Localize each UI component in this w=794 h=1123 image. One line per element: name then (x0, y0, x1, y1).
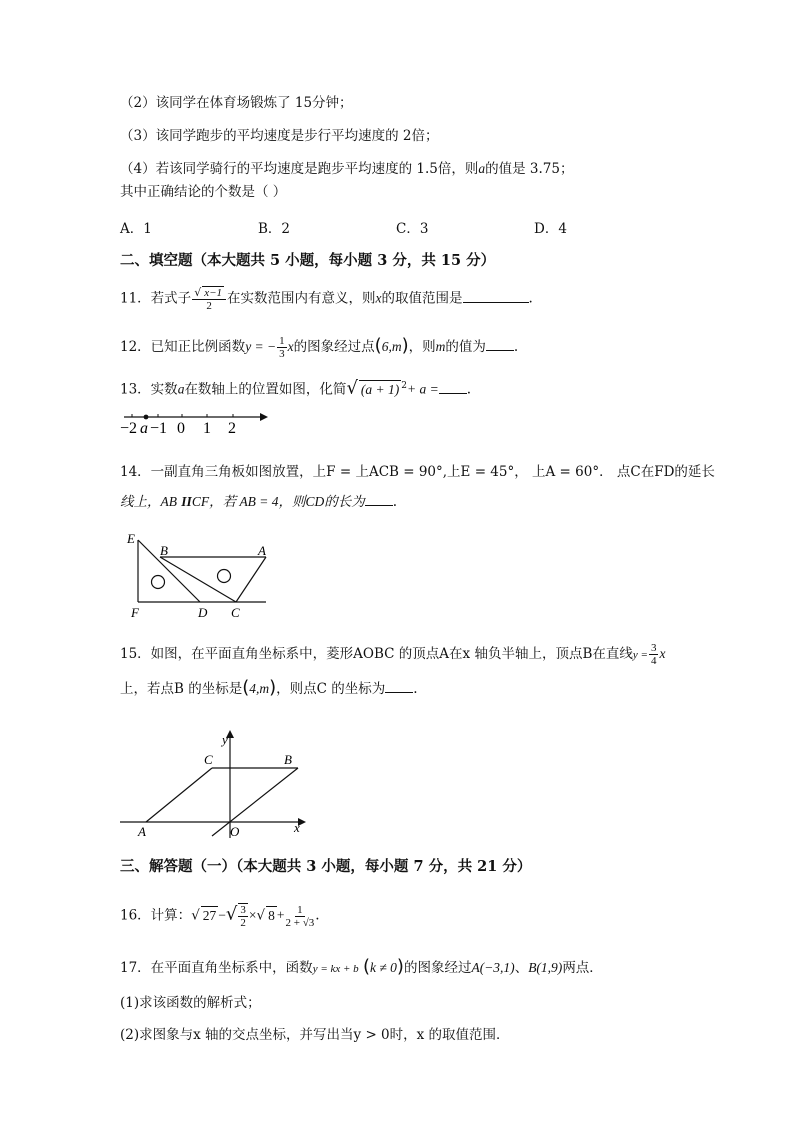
section-2-heading: 二、填空题（本大题共 5 小题，每小题 3 分，共 15 分） (120, 252, 496, 269)
line-ac (236, 557, 266, 602)
circle-hole-2 (218, 570, 231, 583)
number-line-figure (118, 407, 278, 439)
q16: 16．计算：√ 27 −√ $\frac{3}{2}$ ×√ 8 + $\frac{1}{2 + √3}$ . (120, 903, 320, 929)
q10-statement-2: （2）该同学在体育场锻炼了 15分钟； (120, 95, 353, 111)
q14-line-2: 线上，AB IICF，若 AB = 4，则CD的长为 . (120, 494, 398, 510)
label-y: y (222, 732, 228, 747)
label-1: 1 (203, 420, 211, 437)
q15-line-1: 15．如图，在平面直角坐标系中，菱形AOBC 的顶点A在x 轴负半轴上，顶点B在直线y = $\frac{3}{4}$ x (120, 642, 666, 667)
q12: 12．已知正比例函数y = − $\frac{1}{3}$ x的图象经过点(6,m)，则m的值为 . (120, 335, 519, 360)
q11: 11．若式子 $\frac{√ x-1}{2}$ 在实数范围内有意义，则x的取值范围是 . (120, 286, 533, 312)
circle-hole-1 (152, 576, 165, 589)
line-bc (160, 557, 236, 602)
label-x: x (294, 820, 300, 835)
q15-line-2: 上，若点B 的坐标是(4,m)，则点C 的坐标为 . (120, 677, 418, 698)
q17-part-2: (2)求图象与x 轴的交点坐标，并写出当y > 0时，x 的取值范围． (120, 1027, 510, 1043)
label-minus-2: −2 (120, 420, 138, 437)
q13: 13．实数a在数轴上的位置如图，化简√ (a + 1) $^2$+ a = . (120, 377, 472, 399)
q17-line-1: 17．在平面直角坐标系中，函数y = kx + b (k ≠ 0)的图象经过A(−3,1)、B(1,9)两点． (120, 956, 603, 977)
label-d: D (198, 605, 208, 620)
q10-option-c: C．3 (396, 221, 429, 237)
side-ac (146, 768, 212, 822)
q10-statement-4: （4）若该同学骑行的平均速度是跑步平均速度的 1.5倍，则a的值是 3.75； (120, 161, 574, 177)
label-o: O (230, 824, 240, 839)
line-ob (212, 768, 298, 836)
q17-part-1: (1)求该函数的解析式； (120, 995, 261, 1011)
label-c: C (204, 752, 213, 767)
label-2: 2 (228, 420, 236, 437)
line-ed (138, 540, 200, 602)
label-a: a (140, 420, 148, 437)
number-line-arrow (260, 413, 268, 421)
label-a: A (258, 543, 266, 558)
q10-option-b: B．2 (258, 221, 291, 237)
point-a (144, 415, 149, 420)
triangle-set-figure (124, 530, 276, 622)
section-3-heading: 三、解答题（一）（本大题共 3 小题，每小题 7 分，共 21 分） (120, 858, 532, 875)
q10-option-a: A．1 (120, 221, 152, 237)
label-e: E (127, 531, 135, 546)
label-b: B (284, 752, 292, 767)
label-minus-1: −1 (150, 420, 168, 437)
q10-option-d: D．4 (534, 221, 567, 237)
label-c: C (231, 605, 240, 620)
label-0: 0 (177, 420, 185, 437)
label-b: B (160, 543, 168, 558)
q10-question: 其中正确结论的个数是（ ） (120, 184, 287, 200)
label-a: A (138, 824, 146, 839)
q10-statement-3: （3）该同学跑步的平均速度是步行平均速度的 2倍； (120, 128, 439, 144)
q14-line-1: 14．一副直角三角板如图放置，上F = 上ACB = 90°,上E = 45°， 上A = 60°． 点C在FD的延长 (120, 464, 715, 480)
label-f: F (131, 605, 139, 620)
coordinate-figure (118, 726, 314, 842)
